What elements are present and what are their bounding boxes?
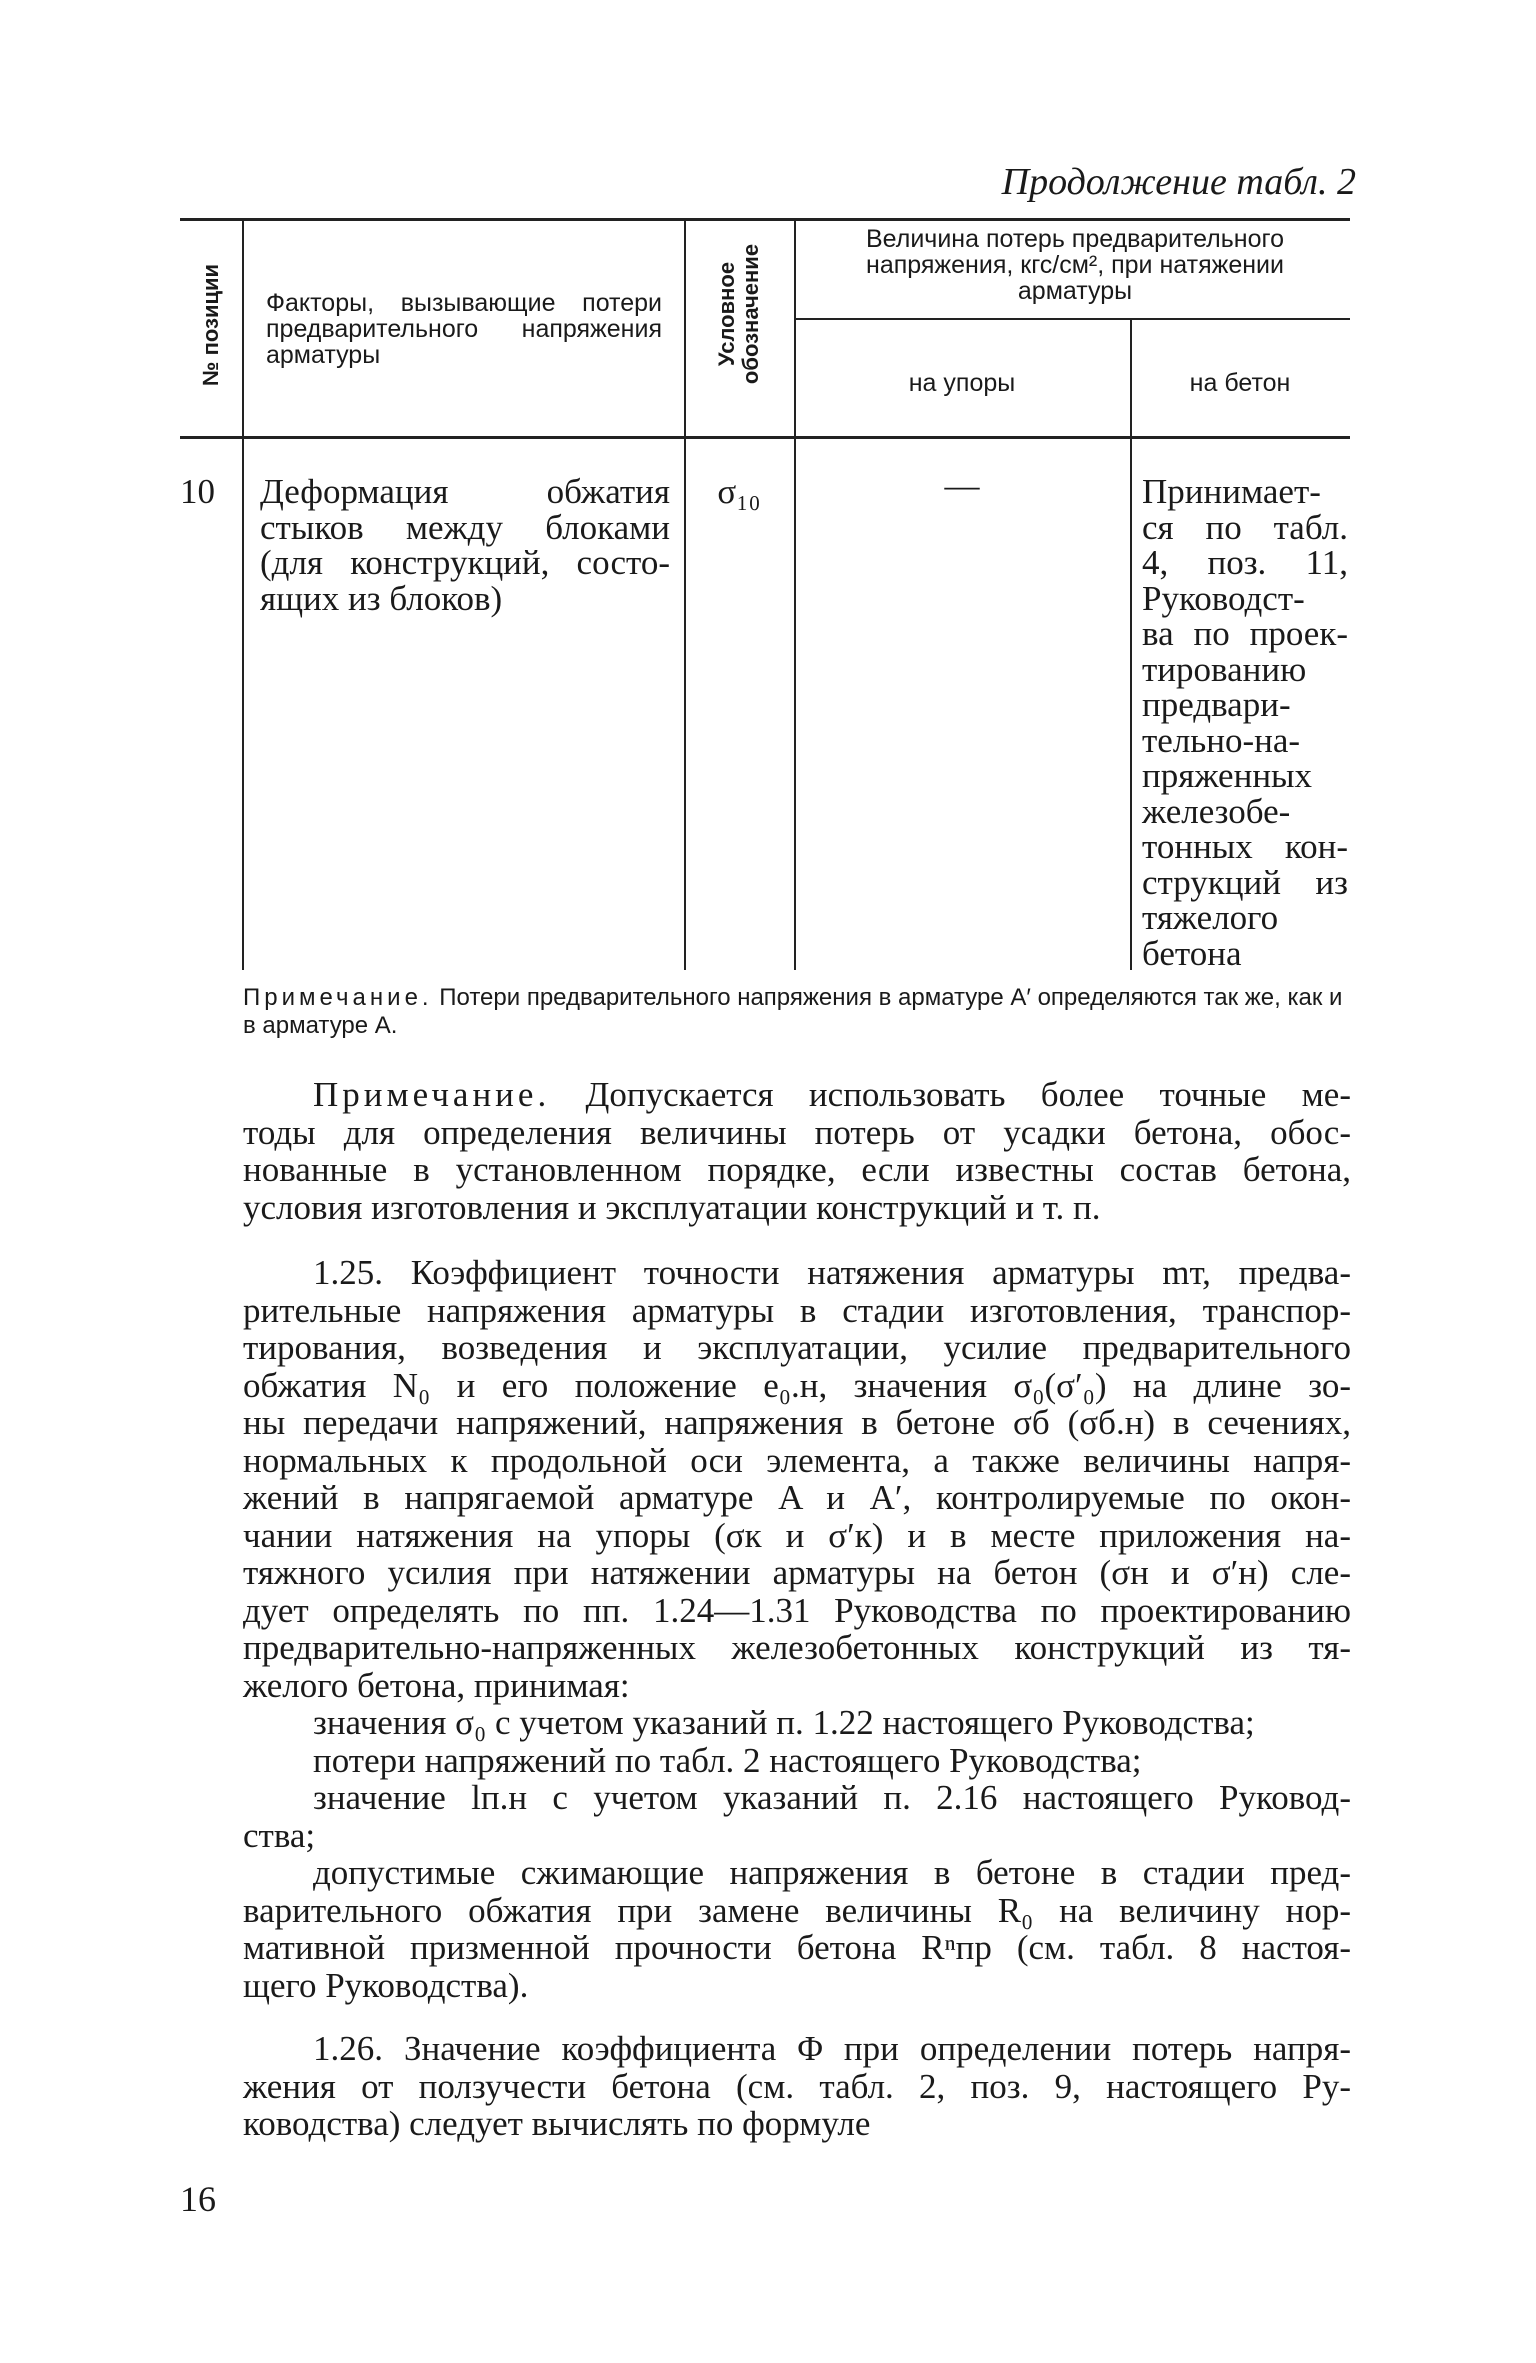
row-on-concrete [1142,474,1348,971]
col-divider-1 [242,218,244,970]
page-number: 16 [180,2179,216,2219]
row-on-stops: — [944,466,980,505]
factor-line: ящих из блоков) [260,578,503,618]
row-factor [260,474,670,616]
concrete-line: Руководст- [1142,578,1305,618]
table-continuation-caption: Продолжение табл. 2 [1001,161,1356,203]
paragraph-line: жения от ползучести бетона (см. табл. 2, поз. 9, настоящего Ру- [243,2066,1351,2106]
header-position: № позиции [198,263,223,387]
concrete-line: бетона [1142,933,1242,973]
list-item-line: варительного обжатия при замене величины R₀ на величину нор- [243,1890,1351,1930]
col-divider-2 [684,218,686,970]
paragraph-line: тирования, возведения и эксплуатации, усилие предварительного [243,1328,1351,1367]
paragraph-line: ководства) следует вычислять по формуле [243,2104,871,2143]
concrete-line: железобе- [1142,791,1291,831]
concrete-line: тонных кон- [1142,827,1348,866]
concrete-line: тяжелого [1142,898,1279,937]
paragraph-line: чании натяжения на упоры (σк и σ′к) и в месте приложения на- [243,1515,1351,1555]
paragraph-line: предварительно-напряженных железобетонных конструкций из тя- [243,1628,1351,1667]
paragraph-line: тяжного усилия при натяжении арматуры на бетон (σн и σ′н) сле- [243,1553,1351,1592]
paragraph-line: жений в напрягаемой арматуре A и A′, контролируемые по окон- [243,1478,1351,1517]
paragraph-line: дует определять по пп. 1.24—1.31 Руководства по проектированию [243,1590,1351,1630]
row-position: 10 [180,472,215,511]
paragraph-1-25 [243,1254,1351,2004]
concrete-line: 4, поз. 11, [1142,543,1348,582]
list-item-line: мативной призменной прочности бетона Rⁿпр (см. табл. 8 настоя- [243,1928,1351,1967]
list-item-line: потери напряжений по табл. 2 настоящего Руководства; [313,1740,1142,1780]
paragraph-line: ны передачи напряжений, напряжения в бетоне σб (σб.н) в сечениях, [243,1403,1351,1442]
subheader-rule [794,318,1350,320]
list-item-line: ства; [243,1815,316,1855]
col-divider-3 [794,218,796,970]
note-line: условия изготовления и эксплуатации конструкций и т. п. [243,1187,1101,1227]
factor-line: Деформация обжатия [260,472,670,511]
list-item-line: щего Руководства). [243,1965,529,2005]
header-on-stops: на упоры [908,369,1016,397]
concrete-line: ва по проек- [1142,614,1348,653]
concrete-line: пряженных [1142,756,1313,795]
factor-line: стыков между блоками [260,507,670,547]
concrete-line: Принимает- [1142,472,1321,511]
paragraph-line: 1.26. Значение коэффициента Φ при определении потерь напря- [313,2029,1351,2068]
paragraph-line: желого бетона, принимая: [243,1665,630,1705]
table-note-text: Потери предварительного напряжения в арматуре A′ определяются так же, как и в арматуре A. [243,984,1343,1039]
factor-line: (для конструкций, состо- [260,543,670,582]
concrete-line: предвари- [1142,685,1291,724]
list-item-line: значения σ₀ с учетом указаний п. 1.22 настоящего Руководства; [313,1703,1255,1742]
note-paragraph [243,1076,1351,1226]
note-line: тоды для определения величины потерь от усадки бетона, обос- [243,1112,1351,1152]
table-note [243,984,1351,1040]
note-line: нованные в установленном порядке, если известны состав бетона, [243,1150,1351,1189]
note-label: Примечание. [313,1075,551,1114]
paragraph-line: нормальных к продольной оси элемента, а также величины напря- [243,1440,1351,1480]
list-item-line: значение lп.н с учетом указаний п. 2.16 настоящего Руковод- [313,1778,1351,1817]
concrete-line: тельно-на- [1142,720,1301,760]
header-factors: Факторы, вызывающие потери предварительного напряжения арматуры [266,289,662,369]
row-symbol: σ₁₀ [717,472,761,511]
concrete-line: струкций из [1142,862,1348,902]
header-symbol: Условное обозначение [714,243,763,385]
concrete-line: тированию [1142,649,1307,689]
list-item-line: допустимые сжимающие напряжения в бетоне в стадии пред- [313,1853,1351,1892]
table-header-rule [180,436,1350,439]
header-on-concrete: на бетон [1189,369,1291,397]
table-top-rule [180,218,1350,221]
paragraph-line: обжатия N₀ и его положение e₀.н, значения σ₀(σ′₀) на длине зо- [243,1365,1351,1405]
paragraph-line: 1.25. Коэффициент точности натяжения арматуры mт, предва- [313,1253,1351,1292]
concrete-line: ся по табл. [1142,507,1348,547]
header-loss-value: Величина потерь предварительного напряжения, кгс/см², при натяжении арматуры [866,225,1284,305]
table-note-label: Примечание. [243,984,433,1011]
col-divider-4 [1130,318,1132,970]
losses-table [180,218,1350,973]
paragraph-line: рительные напряжения арматуры в стадии изготовления, транспор- [243,1290,1351,1330]
paragraph-1-26 [243,2030,1351,2143]
note-line: Допускается использовать более точные ме- [585,1075,1352,1114]
